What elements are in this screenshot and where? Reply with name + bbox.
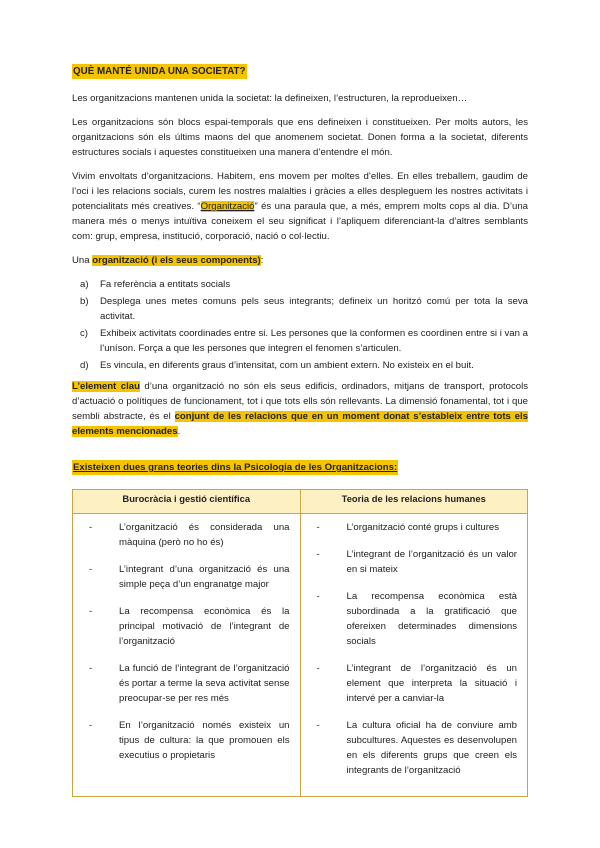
paragraph-2: Les organitzacions són blocs espai-temporals que ens defineixen i constitueixen. Per molts autors, les organitzacions són els últims maons del que anomenem societat. Donen forma a la societat, diferents estructures socials i aquestes constitueixen una manera d’entendre el món. (72, 117, 528, 158)
table-list-item (81, 718, 290, 763)
table-header-human-relations: Teoria de les relacions humanes (300, 490, 528, 514)
list-item-text: Desplega unes metes comuns pels seus integrants; defineix un horitzó comú per tota la seva activitat. (100, 296, 528, 322)
list-intro-highlight: organització (i els seus components) (92, 255, 261, 266)
theories-table (72, 489, 528, 797)
table-list-text: La cultura oficial ha de conviure amb subcultures. Aquestes es desenvolupen en els diferents grups que creen els integrants de l’organització (346, 720, 517, 776)
paragraph-3-text-a: Vivim envoltats d’organitzacions. Habitem, ens movem per moltes d’elles. En elles treballem, gaudim de l’oci i les relacions socials, curem les nostres malalties i gràcies a elles despleguem les nostres activitats i potencialitats més creatives. “ (72, 171, 528, 212)
table-list-item (309, 547, 518, 577)
table-list-item (81, 520, 290, 550)
list-item-text: Fa referència a entitats socials (100, 279, 231, 290)
table-list-text: L’integrant de l’organització és un element que interpreta la situació i intervé per a canviar-la (346, 663, 517, 704)
table-list-text: L’organització és considerada una màquina (però no ho és) (119, 522, 290, 548)
list-marker: d) (80, 360, 89, 371)
dash-marker: - (89, 522, 93, 533)
section-subtitle: Existeixen dues grans teories dins la Psicologia de les Organitzacions: (73, 462, 398, 473)
highlighted-term: Organització (200, 201, 255, 212)
list-item (72, 358, 528, 373)
table-list-item (81, 562, 290, 592)
table-list-text: La funció de l’integrant de l’organització és portar a terme la seva activitat sense preocupar-se per res més (119, 663, 290, 704)
table-list-item (309, 520, 518, 535)
table-list-item (309, 718, 518, 778)
table-list-text: L’integrant de l’organització és un valor en si mateix (346, 549, 517, 575)
list-item (72, 326, 528, 356)
paragraph-4-text-a: d’una organització no són els seus edificis, ordinadors, mitjans de transport, protocols d’actuació o polítiques de funcionament, tot i que tots ells són rellevants. La dimensió fonamental, tot i que sembli abstracte, és el (72, 381, 529, 422)
table-list-text: La recompensa econòmica és la principal motivació de l’integrant de l’organització (119, 606, 290, 647)
list-intro-text: Una (72, 255, 93, 266)
dash-marker: - (89, 663, 93, 674)
table-list-text: En l’organització només existeix un tipus de cultura: la que promouen els executius o propietaris (119, 720, 290, 761)
table-list-item (309, 661, 518, 706)
paragraph-3 (72, 169, 528, 244)
table-list-item (81, 661, 290, 706)
table-list-text: L’organització conté grups i cultures (346, 522, 500, 533)
paragraph-4 (72, 379, 528, 439)
page-title: QUÈ MANTÉ UNIDA UNA SOCIETAT? (73, 66, 246, 77)
list-item-text: Es vincula, en diferents graus d’intensitat, com un ambient extern. No existeix en el buit. (100, 360, 474, 371)
bureaucracy-column (73, 514, 301, 797)
dash-marker: - (316, 549, 320, 560)
paragraph-4-text-b: . (177, 426, 181, 437)
dash-marker: - (316, 591, 320, 602)
list-intro-colon: : (260, 255, 264, 266)
list-marker: c) (80, 328, 88, 339)
list-marker: b) (80, 296, 89, 307)
relations-highlight: conjunt de les relacions que en un moment donat s’estableix entre tots els elements mencionades (72, 411, 528, 437)
key-element-term: L’element clau (72, 381, 140, 392)
table-list-text: L’integrant d’una organització és una simple peça d’un engranatge major (119, 564, 290, 590)
components-list (72, 277, 528, 373)
dash-marker: - (89, 564, 93, 575)
list-item (72, 294, 528, 324)
list-intro (72, 253, 528, 268)
paragraph-1: Les organitzacions mantenen unida la societat: la defineixen, l’estructuren, la reprodueixen… (72, 93, 468, 104)
list-marker: a) (80, 279, 89, 290)
document-page (72, 64, 528, 797)
dash-marker: - (89, 720, 93, 731)
table-header-bureaucracy: Burocràcia i gestió científica (73, 490, 301, 514)
paragraph-3-text-b: ” és una paraula que, a més, emprem molts cops al dia. D’una manera més o menys intuïtiva coneixem el seu significat i l’apliquem diferenciant-la d’altres semblants com: grup, empresa, institució, corporació, nació o col·lectiu. (72, 201, 528, 242)
human-relations-column (300, 514, 528, 797)
dash-marker: - (316, 720, 320, 731)
table-list-text: La recompensa econòmica està subordinada a la gratificació que ofereixen determinades dimensions socials (346, 591, 517, 647)
dash-marker: - (316, 663, 320, 674)
table-list-item (81, 604, 290, 649)
dash-marker: - (89, 606, 93, 617)
list-item (72, 277, 528, 292)
table-list-item (309, 589, 518, 649)
dash-marker: - (316, 522, 320, 533)
list-item-text: Exhibeix activitats coordinades entre si. Les persones que la conformen es coordinen entre si i van a l’uníson. Força a que les persones que integren el fenomen s’articulen. (100, 328, 528, 354)
